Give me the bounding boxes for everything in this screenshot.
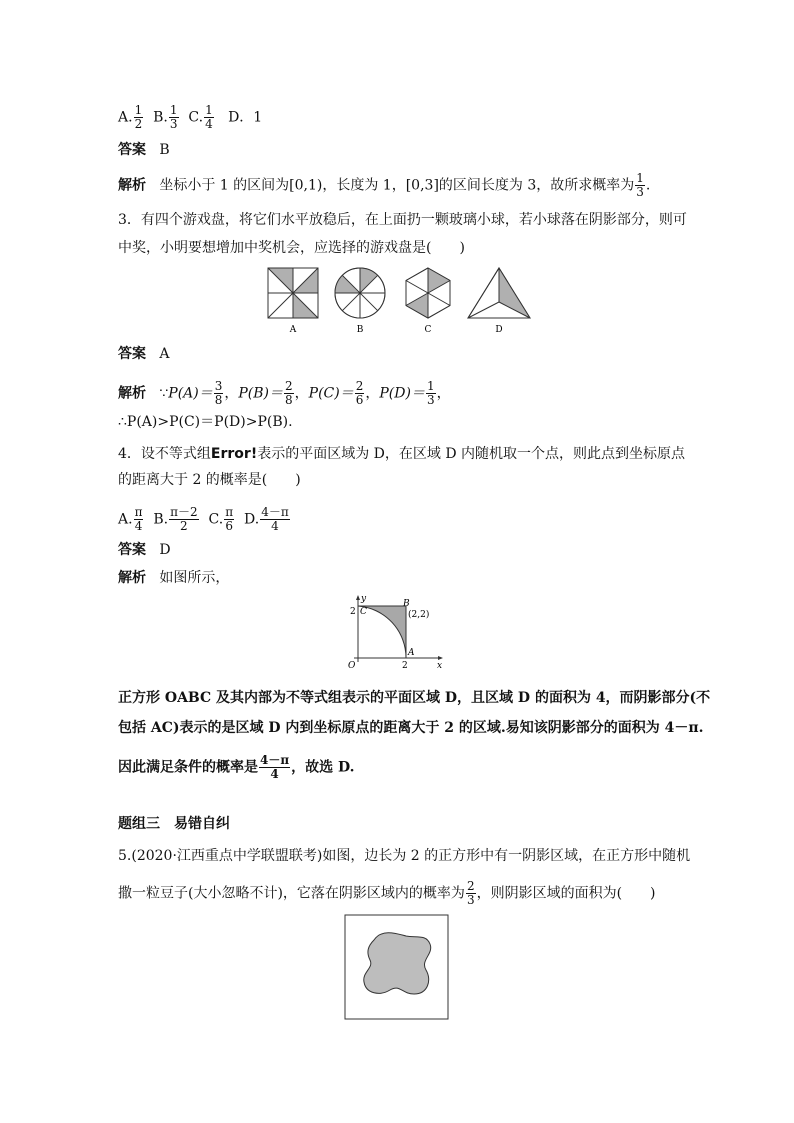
- point-b-coord: (2,2): [408, 610, 430, 620]
- y-axis-label: y: [361, 594, 367, 604]
- answer-label: 答案: [118, 346, 146, 362]
- q4-explanation-line3: 因此满足条件的概率是 $\frac{4-\pi}{4}$ ，故选 D.: [118, 753, 355, 781]
- q4-answer: [118, 540, 171, 560]
- shaded-blob: [364, 933, 431, 994]
- q4-explanation-line2: 包括 AC)表示的是区域 D 内到坐标原点的距离大于 2 的区域.易知该阴影部分的面积为 4－π.: [118, 720, 704, 736]
- board-d: [468, 268, 530, 318]
- analysis-label: 解析: [118, 177, 146, 194]
- square-with-blob-figure: [344, 914, 450, 1022]
- group-title: 题组三 易错自纠: [118, 816, 230, 832]
- option-b-fraction: $\frac{1}{3}$: [169, 103, 178, 131]
- answer-value: D: [159, 542, 171, 558]
- tick-x-2: 2: [402, 661, 408, 671]
- q3-analysis: 解析 ∵P(A)＝ $\frac{3}{8}$ ，P(B)＝ $\frac{2}{8}$ ，P(C)＝ $\frac{2}{6}$ ，P(D)＝ $\frac{1}{3}$ ，: [118, 379, 451, 407]
- board-label-a: A: [289, 325, 297, 335]
- analysis-label: 解析: [118, 385, 146, 402]
- q4-options: A. $\frac{\pi}{4}$ B. $\frac{\pi-2}{2}$ C. $\frac{\pi}{6}$ D. $\frac{4-\pi}{4}$: [118, 505, 289, 533]
- board-label-b: B: [356, 325, 364, 335]
- analysis-label: 解析: [118, 570, 146, 586]
- answer-value: B: [159, 142, 170, 158]
- q2-answer: [118, 140, 170, 160]
- q3-answer: [118, 344, 169, 364]
- option-b-prefix: B.: [153, 109, 168, 126]
- q4-line1: 4．设不等式组Error!表示的平面区域为 D，在区域 D 内随机取一个点，则此点到坐标原点: [118, 446, 686, 462]
- q3-line2: 中奖，小明要想增加中奖机会，应选择的游戏盘是( ): [118, 240, 465, 256]
- option-c-fraction: $\frac{1}{4}$: [205, 103, 213, 131]
- point-a-label: A: [408, 648, 415, 658]
- point-c-label: C: [360, 607, 367, 617]
- board-b: [335, 268, 385, 318]
- q4-explanation-line1: 正方形 OABC 及其内部为不等式组表示的平面区域 D，且区域 D 的面积为 4，而阴影部分(不: [118, 690, 711, 706]
- answer-value: A: [159, 346, 170, 362]
- error-marker: Error!: [210, 446, 258, 462]
- option-a-fraction: $\frac{1}{2}$: [134, 103, 143, 131]
- option-d: D．1: [228, 109, 263, 126]
- board-a: [268, 268, 318, 318]
- answer-label: 答案: [118, 142, 146, 158]
- game-boards-figure: [262, 262, 532, 338]
- q4-line2: 的距离大于 2 的概率是( ): [118, 472, 301, 488]
- q2-options: [118, 104, 262, 131]
- option-a-prefix: A.: [118, 109, 133, 126]
- x-axis-label: x: [437, 661, 443, 671]
- q4-analysis: 解析 如图所示，: [118, 570, 230, 586]
- board-c: [406, 268, 450, 318]
- analysis-fraction: $\frac{1}{3}$: [636, 171, 644, 199]
- q3-analysis-conclusion: ∴P(A)>P(C)＝P(D)>P(B).: [118, 414, 293, 430]
- option-c-prefix: C.: [188, 109, 204, 126]
- q5-line2: 撒一粒豆子(大小忽略不计)，它落在阴影区域内的概率为 $\frac{2}{3}$ ，则阴影区域的面积为( ): [118, 879, 656, 907]
- q3-line1: 3．有四个游戏盘，将它们水平放稳后，在上面扔一颗玻璃小球，若小球落在阴影部分，则可: [118, 212, 687, 228]
- coordinate-figure: [340, 592, 450, 672]
- q5-line1: 5.(2020·江西重点中学联盟联考)如图，边长为 2 的正方形中有一阴影区域，在正方形中随机: [118, 848, 691, 864]
- board-label-c: C: [424, 325, 432, 335]
- origin-label: O: [348, 661, 356, 671]
- point-b-label: B: [403, 599, 410, 609]
- tick-y-2: 2: [350, 607, 356, 617]
- answer-label: 答案: [118, 542, 146, 558]
- analysis-text: 坐标小于 1 的区间为[0,1)，长度为 1，[0,3]的区间长度为 3，故所求概率为: [159, 177, 635, 194]
- board-label-d: D: [495, 325, 503, 335]
- q2-analysis: 解析 坐标小于 1 的区间为[0,1)，长度为 1，[0,3]的区间长度为 3，故所求概率为 $\frac{1}{3}$ .: [118, 171, 651, 199]
